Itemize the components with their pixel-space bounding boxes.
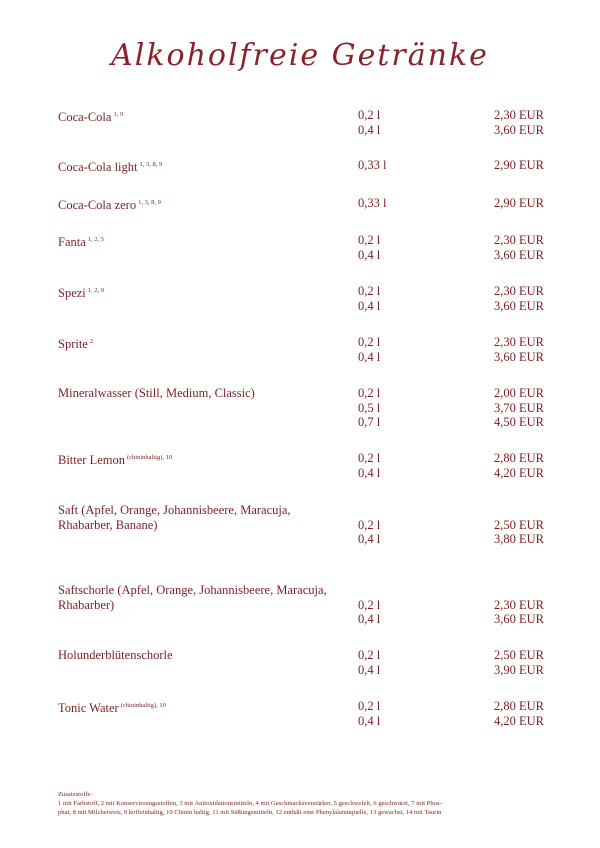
price-row xyxy=(358,108,544,123)
size: 0,2 l xyxy=(358,386,381,400)
price-row xyxy=(358,648,544,663)
additive-codes: 1, 3, 8, 9 xyxy=(138,199,161,206)
additive-codes: 1, 9 xyxy=(113,111,124,118)
price-row xyxy=(358,714,544,729)
size: 0,4 l xyxy=(358,247,381,262)
price: 2,30 EUR xyxy=(494,108,544,122)
price-row xyxy=(358,518,544,533)
price-list xyxy=(358,699,544,728)
price: 2,50 EUR xyxy=(494,648,544,662)
price-row xyxy=(358,196,544,211)
price: 2,30 EUR xyxy=(494,284,544,298)
item-name xyxy=(58,648,348,663)
price: 2,30 EUR xyxy=(494,597,544,612)
price-list xyxy=(358,386,544,430)
price-list xyxy=(358,284,544,313)
price: 2,30 EUR xyxy=(494,233,544,247)
additives-footnote xyxy=(58,790,544,817)
additive-codes: 1, 3, 8, 9 xyxy=(139,161,163,168)
size: 0,2 l xyxy=(358,233,381,247)
price-list xyxy=(358,158,544,173)
price-row xyxy=(358,612,544,627)
price: 3,90 EUR xyxy=(494,662,544,677)
item-name-line: Rhabarber, Banane) xyxy=(58,517,158,532)
price: 3,60 EUR xyxy=(494,298,544,313)
additives-line: phat, 8 mit Milcheiweis, 9 koffeinhaltig, 10 Chinin haltig, 11 mit Süßungsmitteln, 12 enthält eine Phenylalaninquelle, 13 gewachst, 14 mit Taurin xyxy=(58,809,442,816)
item-name-line: Coca-Cola $^{1, 9}$ xyxy=(58,110,124,124)
price-list xyxy=(358,233,544,262)
price: 2,80 EUR xyxy=(494,451,544,465)
size: 0,2 l xyxy=(358,597,381,612)
price: 4,50 EUR xyxy=(494,415,544,429)
price-row xyxy=(358,248,544,263)
size: 0,4 l xyxy=(358,122,381,137)
additive-codes: 2 xyxy=(89,338,94,345)
item-name-line: Mineralwasser (Still, Medium, Classic) xyxy=(58,386,255,400)
item-name-line: Spezi $^{1, 2, 9}$ xyxy=(58,286,105,300)
item-name xyxy=(58,386,348,401)
price: 2,30 EUR xyxy=(494,335,544,349)
additive-codes: (chininhaltig), 10 xyxy=(120,702,166,709)
price-list xyxy=(358,196,544,211)
item-name-line: Rhabarber) xyxy=(58,597,115,612)
item-name xyxy=(58,108,348,125)
price-row xyxy=(358,699,544,714)
size: 0,7 l xyxy=(358,415,381,429)
price: 3,60 EUR xyxy=(494,247,544,262)
price-row xyxy=(358,663,544,678)
size: 0,4 l xyxy=(358,662,381,677)
price-row xyxy=(358,451,544,466)
price: 3,80 EUR xyxy=(494,532,544,546)
price-list xyxy=(358,518,544,547)
price-row xyxy=(358,598,544,613)
price-row xyxy=(358,284,544,299)
size: 0,2 l xyxy=(358,451,381,465)
size: 0,2 l xyxy=(358,648,381,662)
price-row xyxy=(358,299,544,314)
price: 3,60 EUR xyxy=(494,349,544,364)
item-name xyxy=(58,503,348,532)
item-name-line: Coca-Cola light $^{1, 3, 8, 9}$ xyxy=(58,160,163,174)
additives-heading: Zusatzstoffe: xyxy=(58,791,93,798)
price-row xyxy=(358,386,544,401)
item-name xyxy=(58,699,348,716)
price-list xyxy=(358,648,544,677)
item-name-line: Sprite $^2$ xyxy=(58,337,94,351)
item-name xyxy=(58,284,348,301)
item-name-line: Saftschorle (Apfel, Orange, Johannisbeere, Maracuja, xyxy=(58,583,327,597)
price-row xyxy=(358,401,544,416)
price-row xyxy=(358,335,544,350)
item-name-line: Fanta $^{1, 2, 5}$ xyxy=(58,235,105,249)
additive-codes: 1, 2, 5 xyxy=(87,236,105,243)
size: 0,2 l xyxy=(358,284,381,298)
size: 0,4 l xyxy=(358,298,381,313)
item-name xyxy=(58,158,348,175)
price: 2,80 EUR xyxy=(494,699,544,713)
size: 0,4 l xyxy=(358,465,381,480)
item-name-line: Bitter Lemon $^{(chininhaltig), 10}$ xyxy=(58,453,173,467)
price-list xyxy=(358,108,544,137)
page-title: Alkoholfreie Getränke xyxy=(111,38,489,73)
additive-codes: 1, 2, 9 xyxy=(87,287,105,294)
price-row xyxy=(358,466,544,481)
price: 3,60 EUR xyxy=(494,612,544,626)
item-name xyxy=(58,233,348,250)
price-list xyxy=(358,451,544,480)
size: 0,4 l xyxy=(358,349,381,364)
price-row xyxy=(358,532,544,547)
price: 3,60 EUR xyxy=(494,122,544,137)
size: 0,33 l xyxy=(358,196,387,210)
size: 0,2 l xyxy=(358,517,381,532)
size: 0,33 l xyxy=(358,158,387,172)
item-name-line: Tonic Water $^{(chininhaltig), 10}$ xyxy=(58,701,166,715)
item-name xyxy=(58,335,348,352)
item-name-line: Holunderblütenschorle xyxy=(58,648,173,662)
price-list xyxy=(358,598,544,627)
price-row xyxy=(358,158,544,173)
item-name xyxy=(58,196,348,213)
size: 0,5 l xyxy=(358,400,381,415)
size: 0,2 l xyxy=(358,699,381,713)
item-name xyxy=(58,451,348,468)
price: 2,00 EUR xyxy=(494,386,544,400)
size: 0,2 l xyxy=(358,335,381,349)
size: 0,4 l xyxy=(358,532,381,546)
additive-codes: (chininhaltig), 10 xyxy=(127,454,173,461)
item-name-line: Saft (Apfel, Orange, Johannisbeere, Maracuja, xyxy=(58,503,291,517)
price: 2,90 EUR xyxy=(494,196,544,210)
price-list xyxy=(358,335,544,364)
additives-line: 1 mit Farbstoff, 2 mit Konservierungsstoffen, 3 mit Antioxidationsmitteln, 4 mit Geschmacksverstärker, 5 geschwefelt, 6 geschwärzt, 7 mit Phos- xyxy=(58,800,442,807)
price-row xyxy=(358,415,544,430)
price: 2,90 EUR xyxy=(494,158,544,172)
price-row xyxy=(358,123,544,138)
price: 3,70 EUR xyxy=(494,400,544,415)
price: 2,50 EUR xyxy=(494,517,544,532)
price: 4,20 EUR xyxy=(494,713,544,728)
size: 0,4 l xyxy=(358,713,381,728)
price: 4,20 EUR xyxy=(494,465,544,480)
item-name-line: Coca-Cola zero $^{1, 3, 8, 9}$ xyxy=(58,198,161,212)
size: 0,2 l xyxy=(358,108,381,122)
price-row xyxy=(358,350,544,365)
size: 0,4 l xyxy=(358,612,381,626)
item-name xyxy=(58,583,348,612)
price-row xyxy=(358,233,544,248)
